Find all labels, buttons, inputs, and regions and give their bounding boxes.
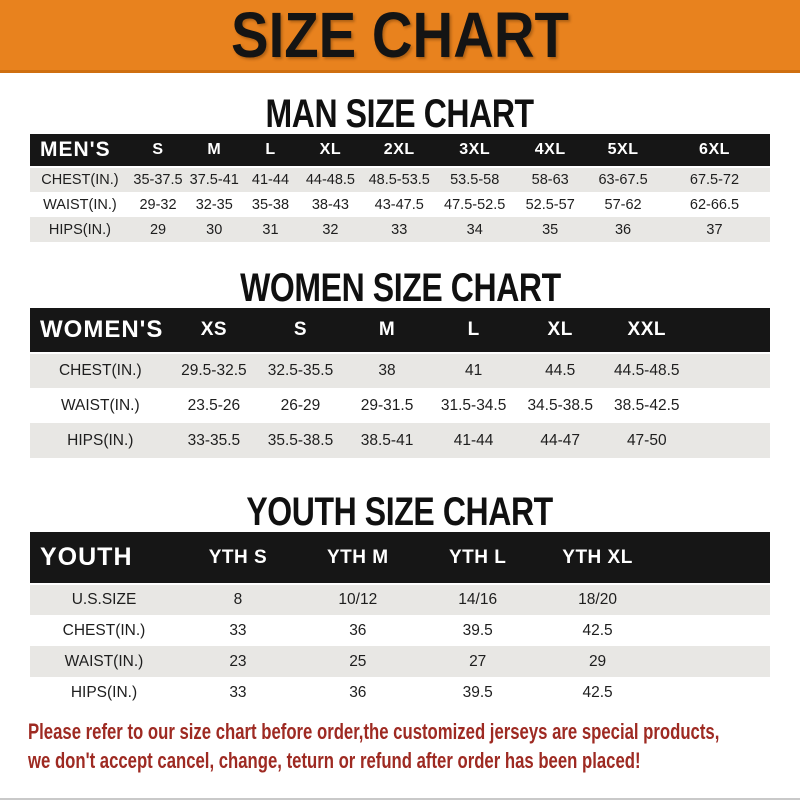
size-value-cell: 33 — [391, 221, 408, 238]
size-value-cell: 14/16 — [458, 591, 498, 608]
size-value-cell: 36 — [349, 683, 367, 701]
filler-cell — [658, 615, 771, 646]
size-column-header: L — [265, 141, 276, 158]
size-column-header: S — [152, 141, 164, 158]
size-value-cell: 41-44 — [251, 172, 290, 188]
size-value-cell: 33-35.5 — [187, 431, 241, 449]
table-title-cell: MEN'S — [40, 138, 111, 161]
size-column-header: XL — [319, 141, 342, 158]
table-row — [30, 192, 770, 217]
table-row — [30, 584, 770, 615]
row-label-cell: CHEST(IN.) — [58, 362, 142, 379]
filler-cell — [658, 677, 771, 708]
table-header-row — [30, 532, 770, 584]
size-value-cell: 33 — [229, 621, 247, 639]
size-value-cell: 23 — [229, 652, 247, 670]
size-column-header: M — [378, 319, 396, 340]
row-label-cell: WAIST(IN.) — [60, 396, 140, 414]
size-value-cell: 37 — [706, 221, 723, 238]
table-row — [30, 615, 770, 646]
table-title-cell: YOUTH — [40, 543, 133, 571]
size-value-cell: 58-63 — [531, 172, 569, 188]
size-column-header: YTH L — [448, 546, 507, 568]
size-value-cell: 57-62 — [604, 196, 642, 213]
size-value-cell: 42.5 — [582, 621, 613, 639]
size-value-cell: 67.5-72 — [689, 172, 740, 188]
row-label-cell: WAIST(IN.) — [64, 652, 144, 670]
size-value-cell: 35-37.5 — [133, 172, 183, 188]
size-value-cell: 44-47 — [540, 431, 581, 449]
size-value-cell: 39.5 — [462, 621, 493, 639]
size-column-header: YTH S — [208, 546, 268, 568]
table-row — [30, 677, 770, 708]
disclaimer-line-2: we don't accept cancel, change, teturn or refund after order has been placed! — [28, 748, 641, 773]
size-value-cell: 43-47.5 — [374, 196, 424, 213]
size-column-header: YTH M — [327, 546, 389, 568]
size-value-cell: 47.5-52.5 — [444, 196, 506, 213]
men-section-heading — [0, 94, 800, 134]
table-row — [30, 423, 770, 458]
row-label-cell: HIPS(IN.) — [48, 221, 111, 238]
size-value-cell: 26-29 — [280, 396, 321, 414]
youth-section-heading — [0, 492, 800, 532]
size-column-header: 6XL — [699, 141, 730, 158]
women-size-table — [30, 308, 770, 458]
row-label-cell: HIPS(IN.) — [70, 683, 138, 701]
size-value-cell: 42.5 — [582, 683, 613, 701]
table-title-cell: WOMEN'S — [40, 316, 164, 343]
size-column-header: XS — [200, 319, 228, 340]
size-value-cell: 33 — [229, 683, 247, 701]
size-value-cell: 38-43 — [311, 196, 349, 213]
filler-cell — [658, 584, 771, 615]
size-column-header: L — [467, 319, 480, 340]
youth-section — [0, 492, 800, 708]
size-value-cell: 30 — [206, 221, 223, 238]
size-value-cell: 63-67.5 — [598, 172, 648, 188]
women-section — [0, 268, 800, 458]
row-label-cell: HIPS(IN.) — [67, 431, 134, 449]
size-column-header: 2XL — [383, 141, 415, 158]
size-value-cell: 62-66.5 — [689, 196, 740, 213]
size-value-cell: 38.5-42.5 — [614, 396, 680, 414]
size-value-cell: 10/12 — [338, 591, 378, 608]
table-header-row — [30, 134, 770, 167]
youth-size-table — [30, 532, 770, 708]
size-column-header: 5XL — [607, 141, 639, 158]
size-value-cell: 52.5-57 — [525, 196, 575, 213]
table-header-row — [30, 308, 770, 353]
size-column-header: 4XL — [534, 141, 566, 158]
size-value-cell: 29.5-32.5 — [181, 362, 247, 379]
women-section-heading — [0, 268, 800, 308]
size-value-cell: 47-50 — [626, 431, 667, 449]
men-section — [0, 94, 800, 242]
disclaimer — [28, 717, 800, 775]
table-row — [30, 353, 770, 388]
size-value-cell: 34 — [466, 221, 483, 238]
filler-cell — [690, 388, 770, 423]
filler-cell — [690, 423, 770, 458]
size-column-header: XXL — [627, 319, 666, 340]
size-value-cell: 44.5-48.5 — [614, 362, 680, 379]
size-value-cell: 23.5-26 — [187, 396, 241, 414]
size-value-cell: 34.5-38.5 — [527, 396, 593, 414]
row-label-cell: CHEST(IN.) — [41, 172, 119, 188]
size-value-cell: 32-35 — [195, 196, 233, 213]
size-column-header: XL — [547, 319, 573, 340]
women-section-heading-text: WOMEN SIZE CHART — [239, 266, 561, 310]
size-column-header: M — [207, 141, 222, 158]
table-row — [30, 388, 770, 423]
filler-cell — [690, 308, 770, 353]
filler-cell — [658, 532, 771, 584]
size-value-cell: 41-44 — [453, 431, 494, 449]
size-value-cell: 32 — [322, 221, 339, 238]
size-value-cell: 41 — [464, 362, 483, 379]
youth-section-heading-text: YOUTH SIZE CHART — [246, 490, 554, 534]
size-value-cell: 31 — [262, 221, 279, 238]
size-value-cell: 18/20 — [578, 591, 617, 608]
size-value-cell: 53.5-58 — [450, 172, 500, 188]
size-value-cell: 27 — [469, 652, 487, 670]
table-row — [30, 167, 770, 192]
size-value-cell: 25 — [349, 652, 367, 670]
size-value-cell: 32.5-35.5 — [267, 362, 334, 379]
size-value-cell: 36 — [349, 621, 367, 639]
filler-cell — [690, 353, 770, 388]
size-value-cell: 37.5-41 — [189, 172, 239, 188]
men-section-heading-text: MAN SIZE CHART — [265, 92, 535, 136]
banner — [0, 0, 800, 73]
size-value-cell: 29 — [588, 652, 607, 670]
size-value-cell: 39.5 — [462, 683, 493, 701]
size-value-cell: 29-32 — [139, 196, 177, 213]
size-value-cell: 48.5-53.5 — [368, 172, 430, 188]
size-value-cell: 36 — [614, 221, 632, 238]
row-label-cell: CHEST(IN.) — [62, 621, 146, 639]
size-column-header: 3XL — [459, 141, 491, 158]
size-value-cell: 35 — [542, 221, 559, 238]
row-label-cell: U.S.SIZE — [71, 591, 137, 608]
table-row — [30, 646, 770, 677]
size-value-cell: 44-48.5 — [305, 172, 355, 188]
row-label-cell: WAIST(IN.) — [43, 196, 117, 213]
banner-title: SIZE CHART — [231, 0, 569, 71]
disclaimer-line-1: Please refer to our size chart before order,the customized jerseys are special products, — [28, 719, 720, 744]
size-column-header: S — [293, 319, 308, 340]
size-value-cell: 8 — [233, 591, 243, 608]
men-size-table — [30, 134, 770, 242]
table-row — [30, 217, 770, 242]
filler-cell — [658, 646, 771, 677]
size-value-cell: 31.5-34.5 — [440, 396, 507, 414]
size-value-cell: 44.5 — [545, 362, 576, 379]
size-value-cell: 29 — [149, 221, 167, 238]
size-value-cell: 38 — [378, 362, 396, 379]
size-value-cell: 38.5-41 — [360, 431, 414, 449]
size-value-cell: 35-38 — [251, 196, 290, 213]
size-value-cell: 29-31.5 — [360, 396, 414, 414]
size-value-cell: 35.5-38.5 — [267, 431, 334, 449]
size-column-header: YTH XL — [562, 546, 633, 568]
